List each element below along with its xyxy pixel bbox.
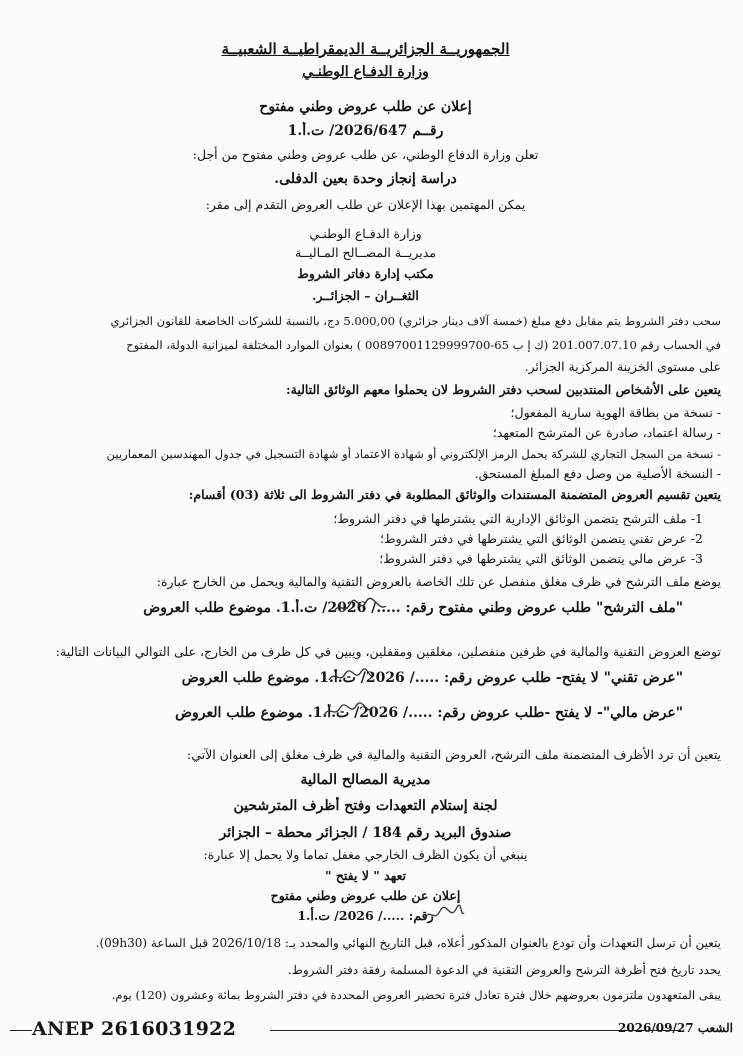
ministry-header: وزارة الدفـاع الوطنـي	[302, 64, 429, 80]
outer-envelope-note: ينبغي أن يكون الظرف الخارجي مغفل تماما ولا يحمل إلا عبارة:	[203, 847, 528, 862]
deadline-line-1: يتعين أن ترسل التعهدات وأن تودع بالعنوان المذكور أعلاه، قبل التاريخ النهائي والمحدد بـ: 2026/10/18 قبل الساعة (09h30).	[95, 936, 721, 950]
office-directorate: مديريــة المصــالح المـاليــة	[294, 245, 437, 260]
address-po-box: صندوق البريد رقم 184 / الجزائر محطة – الجزائر	[219, 825, 512, 841]
office-ministry: وزارة الدفـاع الوطنـي	[309, 226, 422, 241]
deadline-line-3: يبقى المتعهدون ملتزمون بعروضهم خلال فترة تعادل فترة تحضير العروض المحددة في دفتر الشروط بمائة وعشرون (120) يوم.	[111, 988, 721, 1002]
announcement-intro: تعلن وزارة الدفاع الوطني، عن طلب عروض وطني مفتوح من أجل:	[192, 147, 539, 162]
outer-title: إعلان عن طلب عروض وطني مفتوح	[270, 888, 461, 903]
announcement-number: رقــم 2026/647/ ت.أ.1	[287, 123, 444, 139]
office-location: الثغــران – الجزائــر.	[312, 288, 419, 303]
outer-commit: تعهد " لا يفتح "	[324, 868, 407, 883]
withdrawal-line-3: على مستوى الخزينة المركزية الجزائر.	[524, 359, 721, 374]
deadline-line-2: يحدد تاريخ فتح أظرفة الترشح والعروض التقنية في الدعوة المسلمة رفقة دفتر الشروط.	[287, 963, 721, 977]
announcement-title: إعلان عن طلب عروض وطني مفتوح	[259, 99, 472, 115]
candidacy-label: "ملف الترشح" طلب عروض وطني مفتوح رقم: ...../ 2026/ ت.أ.1. موضوع طلب العروض	[143, 600, 683, 616]
withdrawal-line-2: في الحساب رقم 201.007.07.10 (ك إ ب 65-00897001129999700 ) بعنوان الموارد المختلفة لميزانية الدولة، المفتوح	[126, 338, 721, 352]
withdrawal-line-1: سحب دفتر الشروط يتم مقابل دفع مبلغ (خمسة آلاف دينار جزائري) 5.000,00 دج، بالنسبة للشركات الخاضعة للقانون الجزائري	[110, 314, 721, 328]
handwritten-number	[420, 903, 466, 925]
tender-subject: دراسة إنجاز وحدة بعين الدفلى.	[274, 171, 457, 187]
section-item: 1- ملف الترشح يتضمن الوثائق الإدارية التي يشترطها في دفتر الشروط؛	[333, 511, 703, 526]
outer-number: رقم: ...../ 2026/ ت.أ.1	[297, 908, 434, 923]
office-bureau: مكتب إدارة دفاتر الشروط	[297, 266, 434, 281]
address-directorate: مديرية المصالح المالية	[300, 772, 431, 788]
handwritten-number	[325, 666, 377, 686]
offers-note: توضع العروض التقنية والمالية في ظرفين منفصلين، مغلقين ومقفلين، ويبين في كل ظرف من الخارج، على التوالي البيانات التالية:	[55, 644, 721, 659]
section-item: 3- عرض مالي يتضمن الوثائق التي يشترطها في دفتر الشروط؛	[379, 551, 703, 566]
document-item: - نسخة من بطاقة الهوية سارية المفعول؛	[510, 405, 721, 420]
technical-offer-label: "عرض تقني" لا يفتح- طلب عروض رقم: ...../ 2026/ ت.أ.1. موضوع طلب العروض	[181, 670, 683, 686]
footer-rule	[10, 1030, 32, 1031]
financial-offer-label: "عرض مالي"- لا يفتح -طلب عروض رقم: ...../ 2026/ ت.أ.1. موضوع طلب العروض	[175, 705, 683, 721]
document-item: - النسخة الأصلية من وصل دفع المبلغ المستحق.	[474, 466, 721, 481]
document-item: - نسخة من السجل التجاري للشركة يحمل الرمز الإلكتروني أو شهادة الاعتماد أو شهادة التسجيل في جدول المهندسين المعماريين	[106, 447, 721, 461]
document-item: - رسالة اعتماد، صادرة عن المترشح المتعهد؛	[492, 425, 721, 440]
candidacy-note: يوضع ملف الترشح في ظرف مغلق منفصل عن تلك الخاصة بالعروض التقنية والمالية ويحمل من الخارج عبارة:	[156, 574, 721, 589]
section-item: 2- عرض تقني يتضمن الوثائق التي يشترطها في دفتر الشروط؛	[380, 531, 703, 546]
documents-intro: يتعين على الأشخاص المنتدبين لسحب دفتر الشروط لان يحملوا معهم الوثائق التالية:	[286, 382, 721, 397]
newspaper-date: الشعب 2026/09/27	[617, 1021, 733, 1035]
address-committee: لجنة إستلام التعهدات وفتح أظرف المترشحين	[233, 798, 498, 814]
envelopes-intro: يتعين أن ترد الأظرف المتضمنة ملف الترشح، العروض التقنية والمالية في ظرف مغلق إلى العنوان الآتي:	[187, 747, 721, 762]
handwritten-number	[330, 596, 390, 618]
sections-intro: يتعين تقسيم العروض المتضمنة المستندات والوثائق المطلوبة في دفتر الشروط الى ثلاثة (03) أقسام:	[188, 487, 721, 502]
contact-intro: يمكن المهتمين بهذا الإعلان عن طلب العروض التقدم إلى مقر:	[205, 197, 526, 212]
republic-header: الجمهوريــة الجزائريــة الديمقراطيــة الشعبيــة	[221, 40, 510, 58]
anep-reference: ANEP 2616031922	[32, 1018, 237, 1040]
handwritten-number	[320, 700, 376, 720]
